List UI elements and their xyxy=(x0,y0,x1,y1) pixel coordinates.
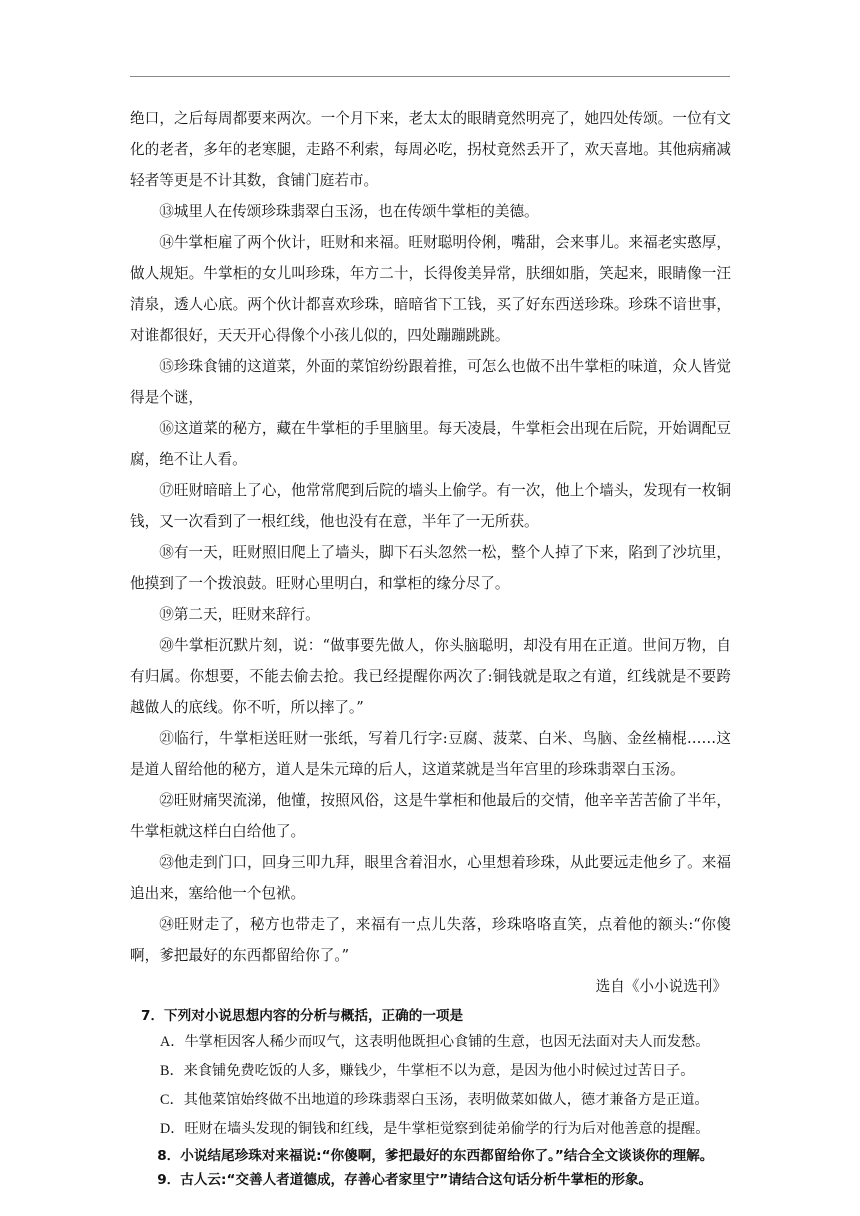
paragraph-continuation: 绝口，之后每周都要来两次。一个月下来，老太太的眼睛竟然明亮了，她四处传颂。一位有文化的老者，多年的老寒腿，走路不利索，每周必吃，拐杖竟然丢开了，欢天喜地。其他病痛减轻者等更是不计其数，食铺门庭若市。 xyxy=(130,110,731,189)
option-text: 来食铺免费吃饭的人多，赚钱少，牛掌柜不以为意，是因为他小时候过过苦日子。 xyxy=(183,1063,695,1079)
header-rule xyxy=(130,76,730,77)
paragraph-21: ㉑临行，牛掌柜送旺财一张纸，写着几行字:豆腐、菠菜、白米、鸟脑、金丝楠棍……这是道人留给他的秘方，道人是朱元璋的后人，这道菜就是当年宫里的珍珠翡翠白玉汤。 xyxy=(130,730,731,778)
question-9: 9．古人云:“交善人者道德成，存善心者家里宁”请结合这句话分析牛掌柜的形象。 xyxy=(157,1172,653,1188)
paragraph-16: ⑯这道菜的秘方，藏在牛掌柜的手里脑里。每天凌晨，牛掌柜会出现在后院，开始调配豆腐，绝不让人看。 xyxy=(130,420,731,468)
option-letter: A． xyxy=(160,1034,185,1050)
paragraph-23: ㉓他走到门口，回身三叩九拜，眼里含着泪水，心里想着珍珠，从此要远走他乡了。来福追出来，塞给他一个包袱。 xyxy=(130,854,731,902)
paragraph-13: ⑬城里人在传颂珍珠翡翠白玉汤，也在传颂牛掌柜的美德。 xyxy=(159,203,539,220)
paragraph-17: ⑰旺财暗暗上了心，他常常爬到后院的墙头上偷学。有一次，他上个墙头，发现有一枚铜钱，又一次看到了一根红线，他也没有在意，半年了一无所获。 xyxy=(130,482,731,530)
paragraph-20: ⑳牛掌柜沉默片刻，说：“做事要先做人，你头脑聪明，却没有用在正道。世间万物，自有归属。你想要，不能去偷去抢。我已经提醒你两次了:铜钱就是取之有道，红线就是不要跨越做人的底线。你不听，所以摔了。” xyxy=(130,637,731,716)
document-body xyxy=(130,103,731,1192)
paragraph-19: ⑲第二天，旺财来辞行。 xyxy=(159,606,320,623)
option-letter: D． xyxy=(160,1121,185,1137)
option-text: 旺财在墙头发现的铜钱和红线，是牛掌柜觉察到徒弟偷学的行为后对他善意的提醒。 xyxy=(184,1121,710,1137)
paragraph-24: ㉔旺财走了，秘方也带走了，来福有一点儿失落，珍珠咯咯直笑，点着他的额头:“你傻啊，爹把最好的东西都留给你了。” xyxy=(130,916,731,964)
option-d[interactable] xyxy=(130,1115,731,1144)
option-letter: C． xyxy=(160,1092,184,1108)
source-citation: 选自《小小说选刊》 xyxy=(595,978,727,995)
option-text: 牛掌柜因客人稀少而叹气，这表明他既担心食铺的生意，也因无法面对夫人而发愁。 xyxy=(184,1034,710,1050)
paragraph-22: ㉒旺财痛哭流涕，他懂，按照风俗，这是牛掌柜和他最后的交情，他辛辛苦苦偷了半年，牛掌柜就这样白白给他了。 xyxy=(130,792,731,840)
option-c[interactable] xyxy=(130,1086,731,1115)
option-text: 其他菜馆始终做不出地道的珍珠翡翠白玉汤，表明做菜如做人，德才兼备方是正道。 xyxy=(183,1092,709,1108)
paragraph-18: ⑱有一天，旺财照旧爬上了墙头，脚下石头忽然一松，整个人掉了下来，陷到了沙坑里，他摸到了一个拨浪鼓。旺财心里明白，和掌柜的缘分尽了。 xyxy=(130,544,731,592)
question-7-stem: 7．下列对小说思想内容的分析与概括，正确的一项是 xyxy=(141,1008,464,1024)
option-letter: B． xyxy=(160,1063,184,1079)
paragraph-15: ⑮珍珠食铺的这道菜，外面的菜馆纷纷跟着推，可怎么也做不出牛掌柜的味道，众人皆觉得是个谜， xyxy=(130,358,731,406)
option-b[interactable] xyxy=(130,1057,731,1086)
option-a[interactable] xyxy=(130,1028,731,1057)
paragraph-14: ⑭牛掌柜雇了两个伙计，旺财和来福。旺财聪明伶俐，嘴甜，会来事儿。来福老实憨厚，做人规矩。牛掌柜的女儿叫珍珠，年方二十，长得俊美异常，肤细如脂，笑起来，眼睛像一汪清泉，透人心底。两个伙计都喜欢珍珠，暗暗省下工钱，买了好东西送珍珠。珍珠不谙世事，对谁都很好，天天开心得像个小孩儿似的，四处蹦蹦跳跳。 xyxy=(130,234,731,344)
question-7-options xyxy=(130,1028,731,1144)
question-8: 8．小说结尾珍珠对来福说:“你傻啊，爹把最好的东西都留给你了。”结合全文谈谈你的理解。 xyxy=(157,1148,714,1164)
